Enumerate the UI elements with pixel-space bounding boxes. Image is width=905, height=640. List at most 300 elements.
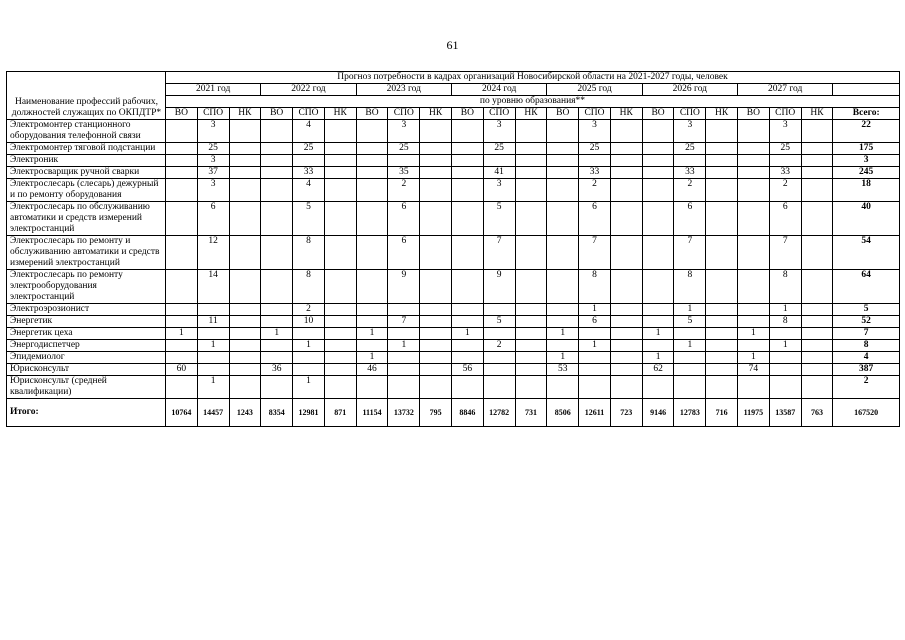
value-cell xyxy=(324,340,356,352)
profession-name: Электромонтер станционного оборудования телефонной связи xyxy=(7,120,166,143)
value-cell xyxy=(229,364,261,376)
total-header: Всего: xyxy=(833,108,900,120)
table-row xyxy=(7,376,900,399)
value-cell xyxy=(706,236,738,270)
value-cell xyxy=(579,376,611,399)
value-cell xyxy=(261,167,293,179)
value-cell xyxy=(738,376,770,399)
value-cell: 41 xyxy=(483,167,515,179)
value-cell xyxy=(356,202,388,236)
value-cell xyxy=(674,328,706,340)
profession-name: Энергетик цеха xyxy=(7,328,166,340)
level-header: НК xyxy=(229,108,261,120)
table-row xyxy=(7,328,900,340)
value-cell: 46 xyxy=(356,364,388,376)
value-cell: 1 xyxy=(674,304,706,316)
value-cell xyxy=(674,155,706,167)
row-total: 3 xyxy=(833,155,900,167)
value-cell xyxy=(610,352,642,364)
value-cell xyxy=(420,304,452,316)
profession-name: Юрисконсульт xyxy=(7,364,166,376)
year-header: 2024 год xyxy=(451,84,546,96)
value-cell: 5 xyxy=(674,316,706,328)
value-cell: 3 xyxy=(483,120,515,143)
value-cell xyxy=(356,143,388,155)
value-cell xyxy=(547,304,579,316)
value-cell: 25 xyxy=(769,143,801,155)
value-cell xyxy=(451,352,483,364)
total-header-spacer xyxy=(833,84,900,96)
value-cell: 2 xyxy=(674,179,706,202)
value-cell xyxy=(451,340,483,352)
value-cell xyxy=(451,316,483,328)
value-cell xyxy=(388,364,420,376)
value-cell xyxy=(356,236,388,270)
summary-value: 871 xyxy=(324,399,356,427)
value-cell xyxy=(738,155,770,167)
summary-value: 10764 xyxy=(165,399,197,427)
table-row xyxy=(7,202,900,236)
summary-value: 12782 xyxy=(483,399,515,427)
value-cell xyxy=(547,340,579,352)
value-cell: 25 xyxy=(579,143,611,155)
value-cell xyxy=(293,328,325,340)
value-cell xyxy=(229,304,261,316)
value-cell xyxy=(515,316,547,328)
value-cell xyxy=(420,316,452,328)
level-header: ВО xyxy=(738,108,770,120)
value-cell xyxy=(642,143,674,155)
value-cell: 1 xyxy=(579,340,611,352)
value-cell xyxy=(165,120,197,143)
value-cell xyxy=(547,270,579,304)
value-cell xyxy=(515,340,547,352)
value-cell xyxy=(451,236,483,270)
row-total: 8 xyxy=(833,340,900,352)
value-cell: 3 xyxy=(197,120,229,143)
value-cell xyxy=(738,143,770,155)
value-cell: 1 xyxy=(356,328,388,340)
summary-value: 11975 xyxy=(738,399,770,427)
year-header: 2025 год xyxy=(547,84,642,96)
profession-name: Электрослесарь по обслуживанию автоматики и средств измерений электростанций xyxy=(7,202,166,236)
value-cell: 8 xyxy=(769,270,801,304)
value-cell xyxy=(738,316,770,328)
value-cell: 1 xyxy=(356,352,388,364)
value-cell xyxy=(738,202,770,236)
value-cell: 8 xyxy=(769,316,801,328)
level-header: НК xyxy=(324,108,356,120)
value-cell xyxy=(420,328,452,340)
table-row xyxy=(7,316,900,328)
value-cell xyxy=(451,155,483,167)
profession-name: Энергетик xyxy=(7,316,166,328)
value-cell xyxy=(356,179,388,202)
value-cell xyxy=(738,304,770,316)
value-cell: 1 xyxy=(738,352,770,364)
value-cell xyxy=(261,179,293,202)
value-cell: 3 xyxy=(197,179,229,202)
value-cell xyxy=(420,179,452,202)
value-cell: 25 xyxy=(674,143,706,155)
value-cell xyxy=(165,270,197,304)
value-cell: 1 xyxy=(674,340,706,352)
value-cell xyxy=(706,202,738,236)
value-cell xyxy=(356,155,388,167)
value-cell xyxy=(451,167,483,179)
value-cell xyxy=(483,328,515,340)
value-cell: 9 xyxy=(388,270,420,304)
value-cell xyxy=(801,364,833,376)
value-cell xyxy=(642,236,674,270)
value-cell xyxy=(261,202,293,236)
summary-value: 12981 xyxy=(293,399,325,427)
value-cell xyxy=(165,143,197,155)
value-cell xyxy=(324,202,356,236)
value-cell: 7 xyxy=(388,316,420,328)
value-cell xyxy=(515,304,547,316)
level-header: ВО xyxy=(451,108,483,120)
value-cell xyxy=(738,167,770,179)
value-cell: 6 xyxy=(769,202,801,236)
value-cell xyxy=(388,155,420,167)
value-cell xyxy=(706,270,738,304)
forecast-table xyxy=(6,71,900,427)
value-cell xyxy=(483,155,515,167)
value-cell xyxy=(801,328,833,340)
value-cell: 2 xyxy=(483,340,515,352)
value-cell xyxy=(547,376,579,399)
value-cell xyxy=(610,236,642,270)
value-cell: 3 xyxy=(674,120,706,143)
value-cell xyxy=(579,352,611,364)
value-cell xyxy=(165,340,197,352)
value-cell: 2 xyxy=(388,179,420,202)
value-cell xyxy=(706,376,738,399)
value-cell xyxy=(229,328,261,340)
value-cell: 1 xyxy=(293,376,325,399)
value-cell xyxy=(706,352,738,364)
value-cell: 1 xyxy=(197,376,229,399)
value-cell xyxy=(547,155,579,167)
level-header: НК xyxy=(706,108,738,120)
value-cell xyxy=(706,364,738,376)
value-cell xyxy=(165,236,197,270)
value-cell: 3 xyxy=(197,155,229,167)
value-cell xyxy=(801,167,833,179)
value-cell xyxy=(610,202,642,236)
value-cell: 1 xyxy=(388,340,420,352)
value-cell xyxy=(483,304,515,316)
value-cell: 56 xyxy=(451,364,483,376)
value-cell xyxy=(547,202,579,236)
value-cell xyxy=(642,340,674,352)
value-cell xyxy=(642,179,674,202)
summary-value: 12783 xyxy=(674,399,706,427)
year-header: 2026 год xyxy=(642,84,737,96)
table-row xyxy=(7,270,900,304)
value-cell xyxy=(769,155,801,167)
value-cell xyxy=(324,143,356,155)
value-cell xyxy=(610,304,642,316)
value-cell xyxy=(547,120,579,143)
value-cell xyxy=(261,155,293,167)
value-cell xyxy=(261,270,293,304)
value-cell: 25 xyxy=(197,143,229,155)
value-cell xyxy=(451,202,483,236)
value-cell xyxy=(483,364,515,376)
value-cell xyxy=(165,304,197,316)
value-cell xyxy=(420,352,452,364)
value-cell: 36 xyxy=(261,364,293,376)
value-cell xyxy=(451,179,483,202)
value-cell xyxy=(610,155,642,167)
value-cell xyxy=(610,316,642,328)
level-header: ВО xyxy=(261,108,293,120)
value-cell xyxy=(515,236,547,270)
value-cell xyxy=(642,376,674,399)
value-cell xyxy=(610,167,642,179)
table-row xyxy=(7,352,900,364)
level-header: СПО xyxy=(579,108,611,120)
value-cell: 2 xyxy=(293,304,325,316)
value-cell: 1 xyxy=(451,328,483,340)
value-cell: 8 xyxy=(674,270,706,304)
value-cell: 8 xyxy=(579,270,611,304)
value-cell xyxy=(706,340,738,352)
value-cell: 5 xyxy=(483,202,515,236)
value-cell xyxy=(738,270,770,304)
row-total: 2 xyxy=(833,376,900,399)
value-cell xyxy=(642,120,674,143)
name-column-header: Наименование профессий рабочих, должностей служащих по ОКПДТР* xyxy=(7,72,166,120)
value-cell xyxy=(515,364,547,376)
value-cell xyxy=(261,340,293,352)
summary-value: 795 xyxy=(420,399,452,427)
value-cell xyxy=(642,155,674,167)
value-cell xyxy=(579,155,611,167)
summary-value: 731 xyxy=(515,399,547,427)
value-cell xyxy=(261,236,293,270)
value-cell xyxy=(706,316,738,328)
value-cell: 25 xyxy=(483,143,515,155)
value-cell xyxy=(738,179,770,202)
value-cell: 74 xyxy=(738,364,770,376)
value-cell xyxy=(451,270,483,304)
row-total: 54 xyxy=(833,236,900,270)
value-cell: 8 xyxy=(293,236,325,270)
row-total: 175 xyxy=(833,143,900,155)
value-cell: 10 xyxy=(293,316,325,328)
value-cell xyxy=(547,316,579,328)
value-cell xyxy=(610,364,642,376)
value-cell: 1 xyxy=(165,328,197,340)
value-cell xyxy=(610,376,642,399)
value-cell: 6 xyxy=(388,236,420,270)
value-cell xyxy=(197,364,229,376)
level-header: НК xyxy=(610,108,642,120)
table-row xyxy=(7,364,900,376)
value-cell xyxy=(229,179,261,202)
value-cell xyxy=(165,179,197,202)
value-cell xyxy=(515,167,547,179)
summary-value: 716 xyxy=(706,399,738,427)
value-cell: 2 xyxy=(579,179,611,202)
value-cell: 7 xyxy=(483,236,515,270)
value-cell: 14 xyxy=(197,270,229,304)
value-cell xyxy=(801,143,833,155)
level-header: ВО xyxy=(642,108,674,120)
profession-name: Электросварщик ручной сварки xyxy=(7,167,166,179)
value-cell: 6 xyxy=(579,316,611,328)
table-row xyxy=(7,155,900,167)
summary-value: 11154 xyxy=(356,399,388,427)
value-cell xyxy=(165,376,197,399)
value-cell: 8 xyxy=(293,270,325,304)
value-cell: 1 xyxy=(769,340,801,352)
profession-name: Эпидемиолог xyxy=(7,352,166,364)
value-cell xyxy=(324,155,356,167)
summary-value: 763 xyxy=(801,399,833,427)
value-cell xyxy=(165,155,197,167)
value-cell xyxy=(356,167,388,179)
value-cell xyxy=(547,143,579,155)
row-total: 7 xyxy=(833,328,900,340)
summary-value: 13732 xyxy=(388,399,420,427)
value-cell: 3 xyxy=(769,120,801,143)
summary-value: 723 xyxy=(610,399,642,427)
value-cell xyxy=(324,316,356,328)
value-cell: 7 xyxy=(674,236,706,270)
table-row xyxy=(7,304,900,316)
value-cell: 3 xyxy=(483,179,515,202)
summary-value: 8354 xyxy=(261,399,293,427)
value-cell xyxy=(610,120,642,143)
summary-value: 1243 xyxy=(229,399,261,427)
table-row xyxy=(7,179,900,202)
row-total: 245 xyxy=(833,167,900,179)
row-total: 4 xyxy=(833,352,900,364)
value-cell xyxy=(706,328,738,340)
value-cell xyxy=(388,352,420,364)
value-cell: 6 xyxy=(388,202,420,236)
value-cell xyxy=(324,179,356,202)
value-cell: 4 xyxy=(293,179,325,202)
value-cell xyxy=(642,270,674,304)
value-cell: 33 xyxy=(579,167,611,179)
level-header: ВО xyxy=(165,108,197,120)
value-cell xyxy=(229,270,261,304)
value-cell xyxy=(261,143,293,155)
value-cell: 53 xyxy=(547,364,579,376)
value-cell xyxy=(324,328,356,340)
row-total: 22 xyxy=(833,120,900,143)
value-cell xyxy=(451,143,483,155)
value-cell xyxy=(229,352,261,364)
value-cell xyxy=(483,376,515,399)
level-header: СПО xyxy=(388,108,420,120)
value-cell xyxy=(579,328,611,340)
grand-total: 167520 xyxy=(833,399,900,427)
value-cell xyxy=(706,143,738,155)
value-cell xyxy=(261,376,293,399)
value-cell xyxy=(420,167,452,179)
value-cell xyxy=(261,304,293,316)
table-row xyxy=(7,340,900,352)
value-cell xyxy=(610,179,642,202)
value-cell xyxy=(579,364,611,376)
value-cell: 6 xyxy=(579,202,611,236)
value-cell xyxy=(324,352,356,364)
value-cell xyxy=(356,340,388,352)
value-cell: 1 xyxy=(642,328,674,340)
value-cell: 3 xyxy=(579,120,611,143)
summary-value: 12611 xyxy=(579,399,611,427)
row-total: 40 xyxy=(833,202,900,236)
value-cell xyxy=(229,236,261,270)
value-cell xyxy=(483,352,515,364)
level-header: НК xyxy=(420,108,452,120)
value-cell xyxy=(674,352,706,364)
summary-value: 8846 xyxy=(451,399,483,427)
value-cell xyxy=(547,167,579,179)
value-cell xyxy=(324,236,356,270)
value-cell: 1 xyxy=(579,304,611,316)
value-cell xyxy=(451,376,483,399)
value-cell xyxy=(515,143,547,155)
value-cell: 6 xyxy=(197,202,229,236)
value-cell xyxy=(515,376,547,399)
value-cell: 33 xyxy=(769,167,801,179)
value-cell xyxy=(642,202,674,236)
value-cell xyxy=(229,376,261,399)
value-cell xyxy=(547,236,579,270)
summary-row xyxy=(7,399,900,427)
value-cell xyxy=(324,364,356,376)
value-cell: 1 xyxy=(547,352,579,364)
level-header: ВО xyxy=(356,108,388,120)
value-cell xyxy=(515,120,547,143)
value-cell xyxy=(229,167,261,179)
table-row xyxy=(7,120,900,143)
value-cell xyxy=(229,143,261,155)
value-cell xyxy=(610,143,642,155)
value-cell xyxy=(738,340,770,352)
row-total: 5 xyxy=(833,304,900,316)
value-cell xyxy=(801,155,833,167)
level-header: НК xyxy=(515,108,547,120)
value-cell xyxy=(674,364,706,376)
value-cell xyxy=(165,202,197,236)
value-cell xyxy=(165,167,197,179)
value-cell xyxy=(229,155,261,167)
value-cell xyxy=(801,340,833,352)
value-cell xyxy=(197,352,229,364)
value-cell: 1 xyxy=(738,328,770,340)
value-cell xyxy=(420,120,452,143)
value-cell: 3 xyxy=(388,120,420,143)
profession-name: Электроник xyxy=(7,155,166,167)
value-cell: 1 xyxy=(197,340,229,352)
table-row xyxy=(7,236,900,270)
table-row xyxy=(7,143,900,155)
value-cell xyxy=(420,143,452,155)
value-cell xyxy=(515,179,547,202)
profession-name: Юрисконсульт (средней квалификации) xyxy=(7,376,166,399)
value-cell: 5 xyxy=(293,202,325,236)
value-cell xyxy=(261,316,293,328)
value-cell xyxy=(801,376,833,399)
